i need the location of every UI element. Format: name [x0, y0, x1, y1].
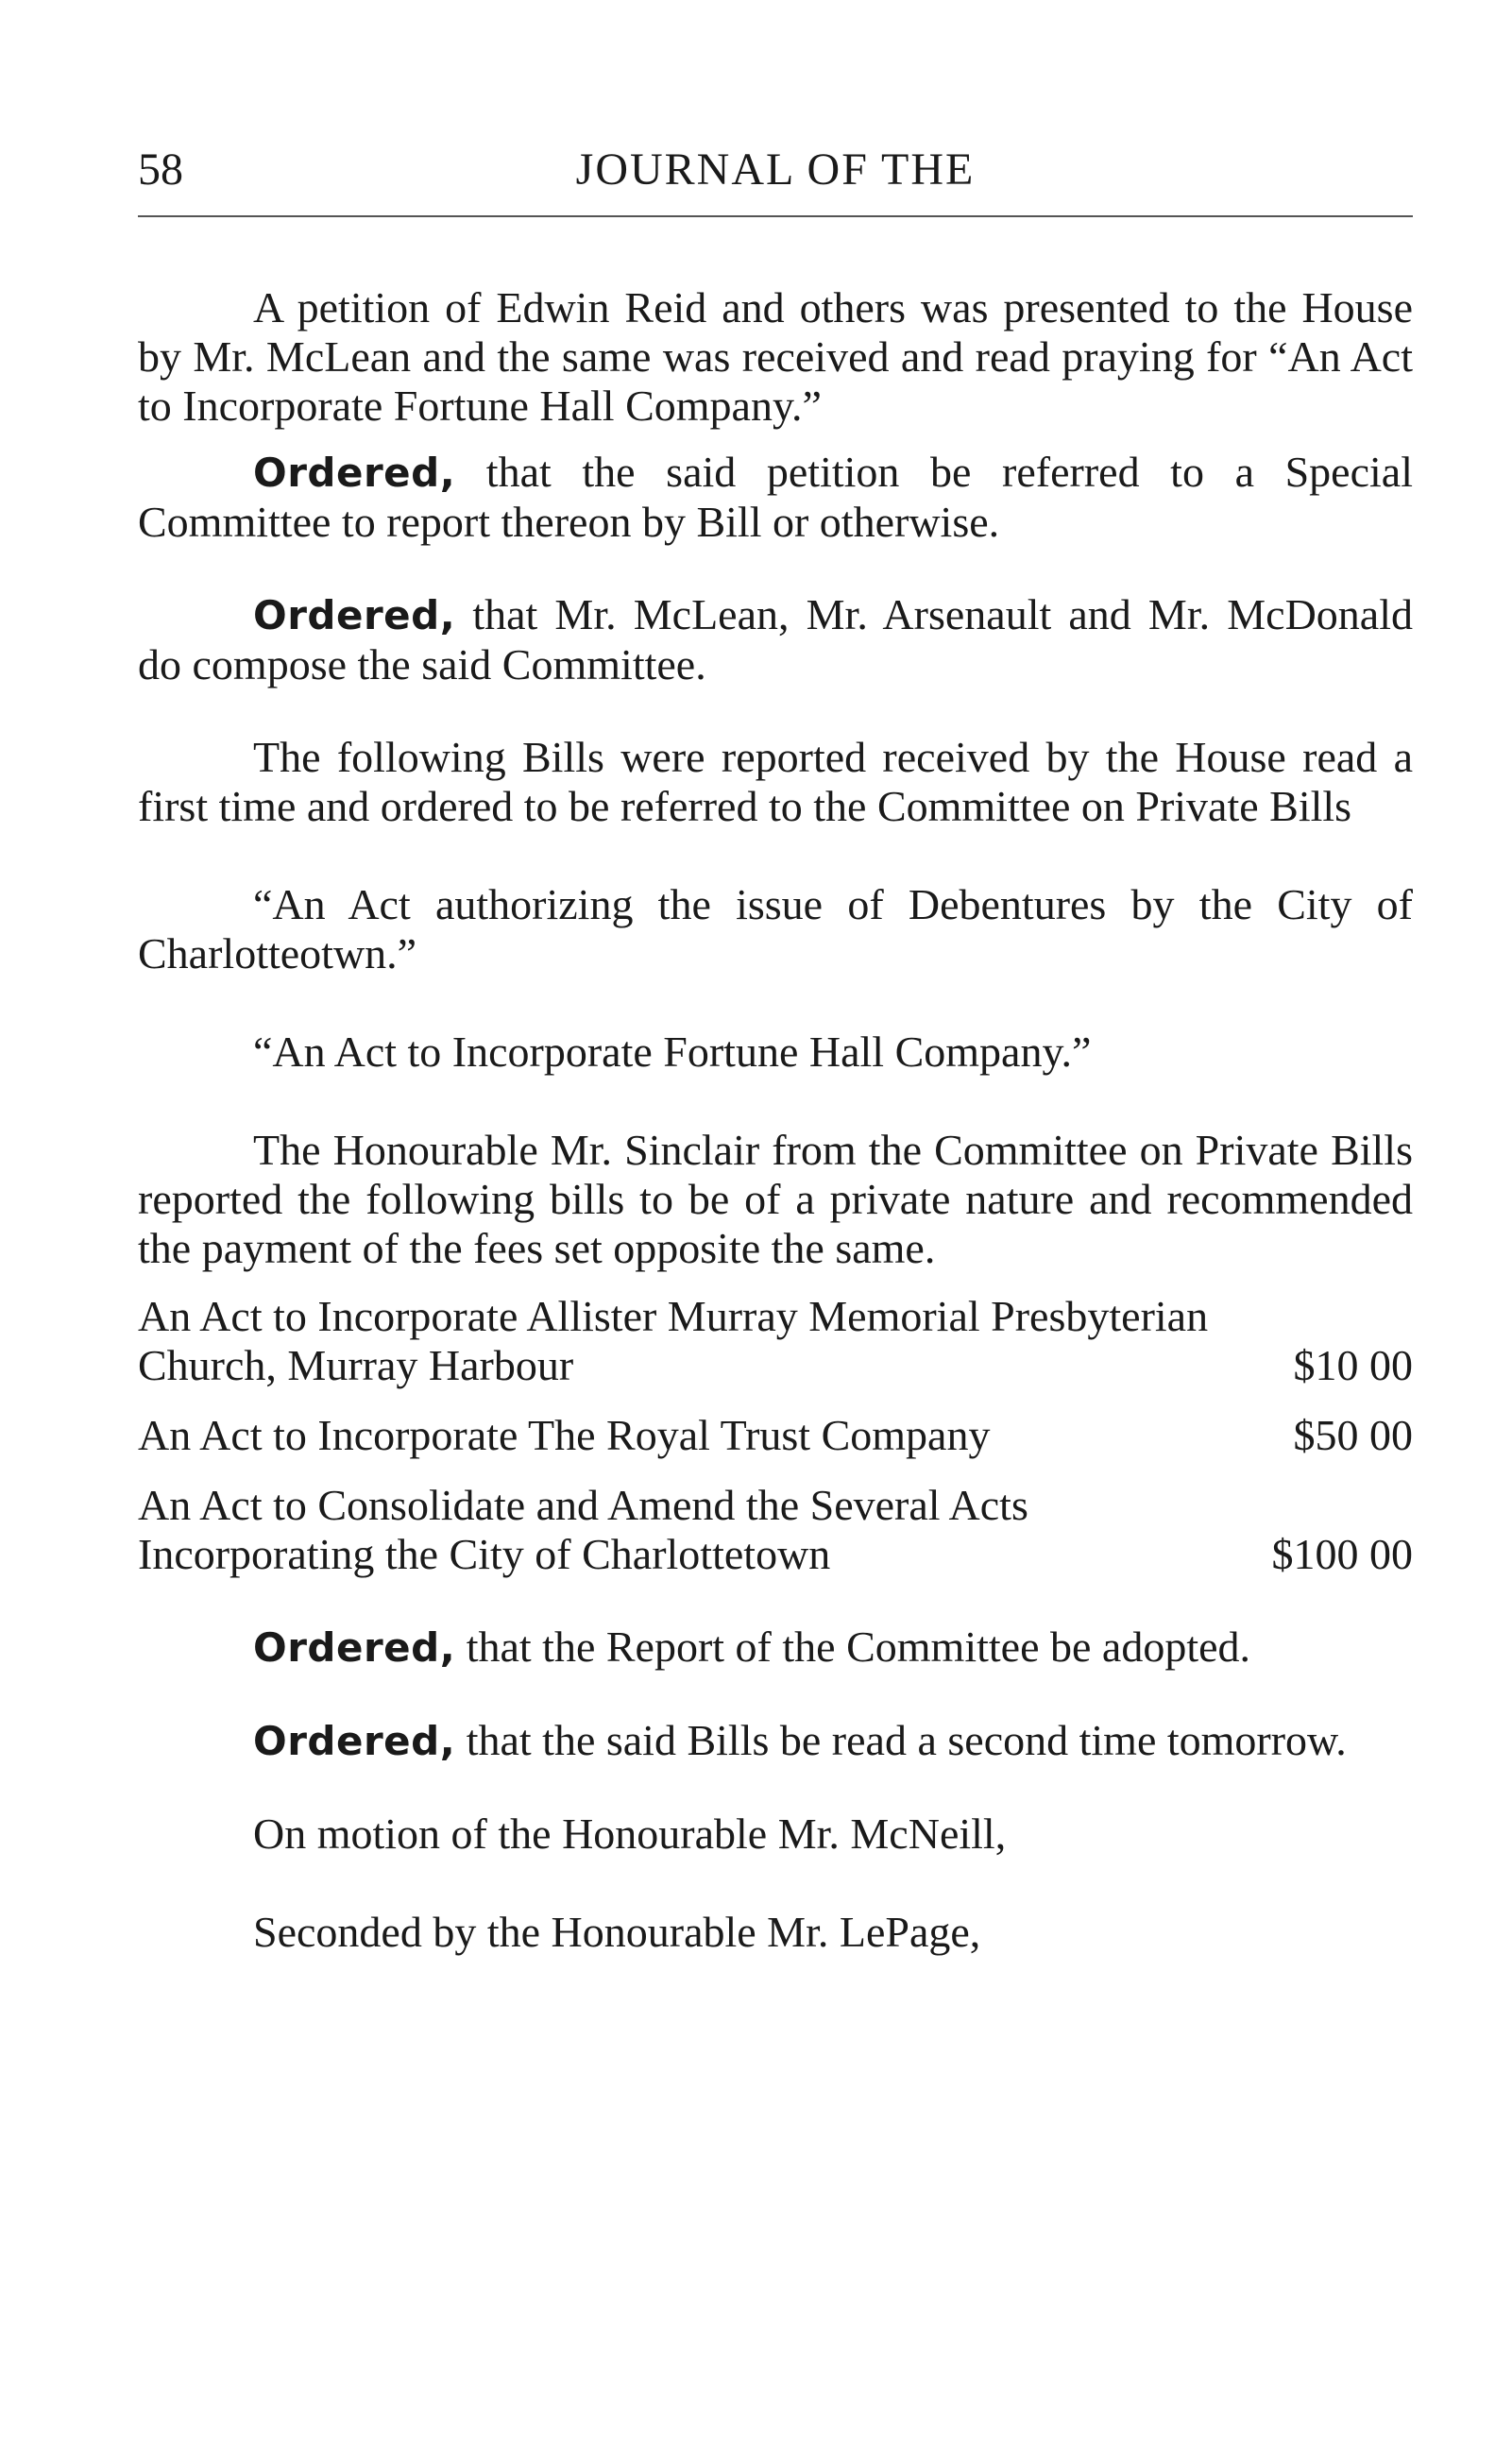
- bills-reported-paragraph: The following Bills were reported received by the House read a first time and ordered to be referred to the Committee on Private Bills: [138, 733, 1413, 830]
- page-number: 58: [138, 144, 183, 195]
- fee-bill-title: An Act to Incorporate Allister Murray Memorial Presbyterian Church, Murray Harbour: [138, 1292, 1209, 1389]
- journal-body: [138, 283, 1413, 1957]
- bill-debentures: “An Act authorizing the issue of Debentures by the City of Charlotteotwn.”: [138, 880, 1413, 977]
- fee-list-item: [138, 1292, 1413, 1390]
- petition-paragraph: A petition of Edwin Reid and others was presented to the House by Mr. McLean and the same was received and read praying for “An Act to Incorporate Fortune Hall Company.”: [138, 283, 1413, 430]
- page-header: [138, 142, 1413, 198]
- seconded-line: Seconded by the Honourable Mr. LePage,: [253, 1908, 981, 1956]
- fee-bill-title: An Act to Incorporate The Royal Trust Company: [138, 1411, 991, 1459]
- running-head: JOURNAL OF THE: [575, 144, 976, 195]
- order-compose-committee: [138, 590, 1413, 689]
- fee-amount: $100 00: [1271, 1530, 1413, 1578]
- ordered-label: Ordered,: [253, 1624, 456, 1671]
- order-text: that the said Bills be read a second time tomorrow.: [455, 1716, 1347, 1764]
- motion-line: On motion of the Honourable Mr. McNeill,: [253, 1810, 1007, 1858]
- order-adopt-report: [138, 1623, 1413, 1673]
- order-refer-petition: [138, 448, 1413, 547]
- order-text: that the Report of the Committee be adopted.: [455, 1623, 1251, 1671]
- bill-fortune-hall: “An Act to Incorporate Fortune Hall Company.”: [253, 1028, 1092, 1076]
- fee-amount: $50 00: [1293, 1411, 1413, 1459]
- fee-bill-title: An Act to Consolidate and Amend the Several Acts Incorporating the City of Charlottetown: [138, 1481, 1028, 1578]
- fee-list-item: [138, 1481, 1413, 1579]
- ordered-label: Ordered,: [253, 592, 456, 638]
- order-second-reading: [138, 1716, 1413, 1766]
- order-text: that the said petition be referred to a Special Committee to report thereon by Bill or otherwise.: [138, 448, 1413, 546]
- fee-list-item: [138, 1411, 1413, 1460]
- order-text: that Mr. McLean, Mr. Arsenault and Mr. McDonald do compose the said Committee.: [138, 590, 1413, 688]
- committee-report-paragraph: The Honourable Mr. Sinclair from the Committee on Private Bills reported the following bills to be of a private nature and recommended the payment of the fees set opposite the same.: [138, 1126, 1413, 1272]
- ordered-label: Ordered,: [253, 450, 456, 496]
- fee-amount: $10 00: [1293, 1341, 1413, 1389]
- ordered-label: Ordered,: [253, 1718, 456, 1764]
- header-rule: [138, 215, 1413, 217]
